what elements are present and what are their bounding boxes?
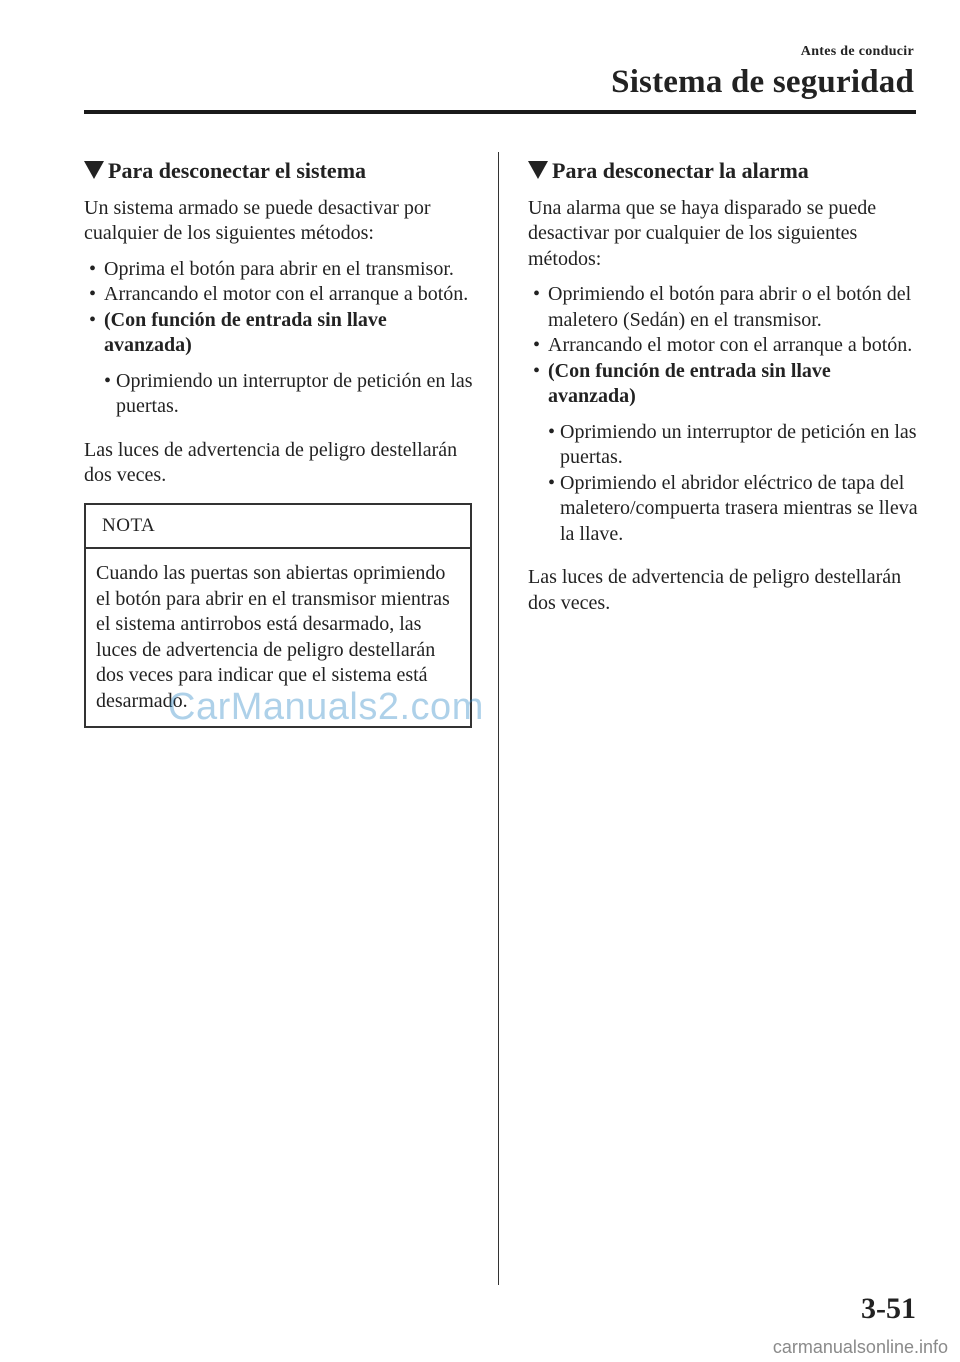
list-item-text: Oprimiendo un interruptor de petición en las puertas. [560, 420, 917, 468]
left-heading [84, 158, 476, 184]
bullet-icon: • [548, 471, 556, 494]
right-after-text: Las luces de advertencia de peligro destellarán dos veces. [528, 566, 902, 614]
list-item-text: (Con función de entrada sin llave avanzada) [548, 359, 831, 407]
section-name: Antes de conducir [800, 44, 914, 59]
sub-list-item [548, 471, 920, 548]
bullet-icon: • [89, 257, 97, 280]
header-rule [84, 110, 916, 114]
list-item-text: (Con función de entrada sin llave avanzada) [104, 308, 387, 356]
bullet-icon: • [533, 359, 541, 382]
list-item-text: Oprimiendo el botón para abrir o el botón del maletero (Sedán) en el transmisor. [548, 283, 912, 331]
bullet-icon: • [89, 308, 97, 331]
footer-site-mark: carmanualsonline.info [772, 1337, 948, 1357]
bullet-icon: • [104, 369, 112, 392]
page-number: 3-51 [861, 1292, 916, 1325]
triangle-marker-icon [528, 161, 548, 179]
list-item [528, 333, 920, 359]
right-bullet-list [528, 282, 920, 547]
bullet-icon: • [533, 283, 541, 305]
list-item [84, 282, 476, 308]
left-heading-text: Para desconectar el sistema [108, 158, 367, 183]
right-intro: Una alarma que se haya disparado se puede desactivar por cualquier de los siguientes métodos: [528, 196, 877, 270]
sub-list-item [104, 369, 476, 420]
list-item [528, 359, 920, 548]
note-text: Cuando las puertas son abiertas oprimiendo el botón para abrir en el transmisor mientras el sistema antirrobos está desarmado, las luces de advertencia de peligro destellarán dos veces para indicar que el sistema está desarmado. [96, 562, 450, 712]
note-label: NOTA [86, 505, 470, 550]
left-bullet-list [84, 257, 476, 420]
left-column [84, 158, 476, 728]
triangle-marker-icon [84, 161, 104, 179]
right-column [528, 158, 920, 626]
list-item [528, 282, 920, 333]
bullet-icon: • [548, 420, 556, 443]
list-item-text: Arrancando el motor con el arranque a botón. [548, 334, 913, 356]
list-item-text: Oprimiendo un interruptor de petición en las puertas. [116, 369, 473, 417]
list-item [84, 257, 476, 283]
right-heading-text: Para desconectar la alarma [552, 158, 809, 183]
watermark: CarManuals2.com [168, 686, 484, 728]
left-sub-list [104, 369, 476, 420]
left-after-text: Las luces de advertencia de peligro destellarán dos veces. [84, 438, 458, 486]
page-title: Sistema de seguridad [611, 64, 914, 100]
page-header [611, 44, 914, 101]
list-item-text: Oprimiendo el abridor eléctrico de tapa del maletero/compuerta trasera mientras se lleva la llave. [560, 471, 918, 545]
right-sub-list [548, 420, 920, 548]
sub-list-item [548, 420, 920, 471]
column-divider [498, 152, 499, 1285]
list-item-text: Arrancando el motor con el arranque a botón. [104, 283, 469, 305]
right-heading [528, 158, 920, 184]
list-item [84, 308, 476, 420]
list-item-text: Oprima el botón para abrir en el transmisor. [104, 257, 454, 280]
bullet-icon: • [89, 283, 97, 305]
left-intro: Un sistema armado se puede desactivar por cualquier de los siguientes métodos: [84, 196, 431, 244]
bullet-icon: • [533, 334, 541, 356]
